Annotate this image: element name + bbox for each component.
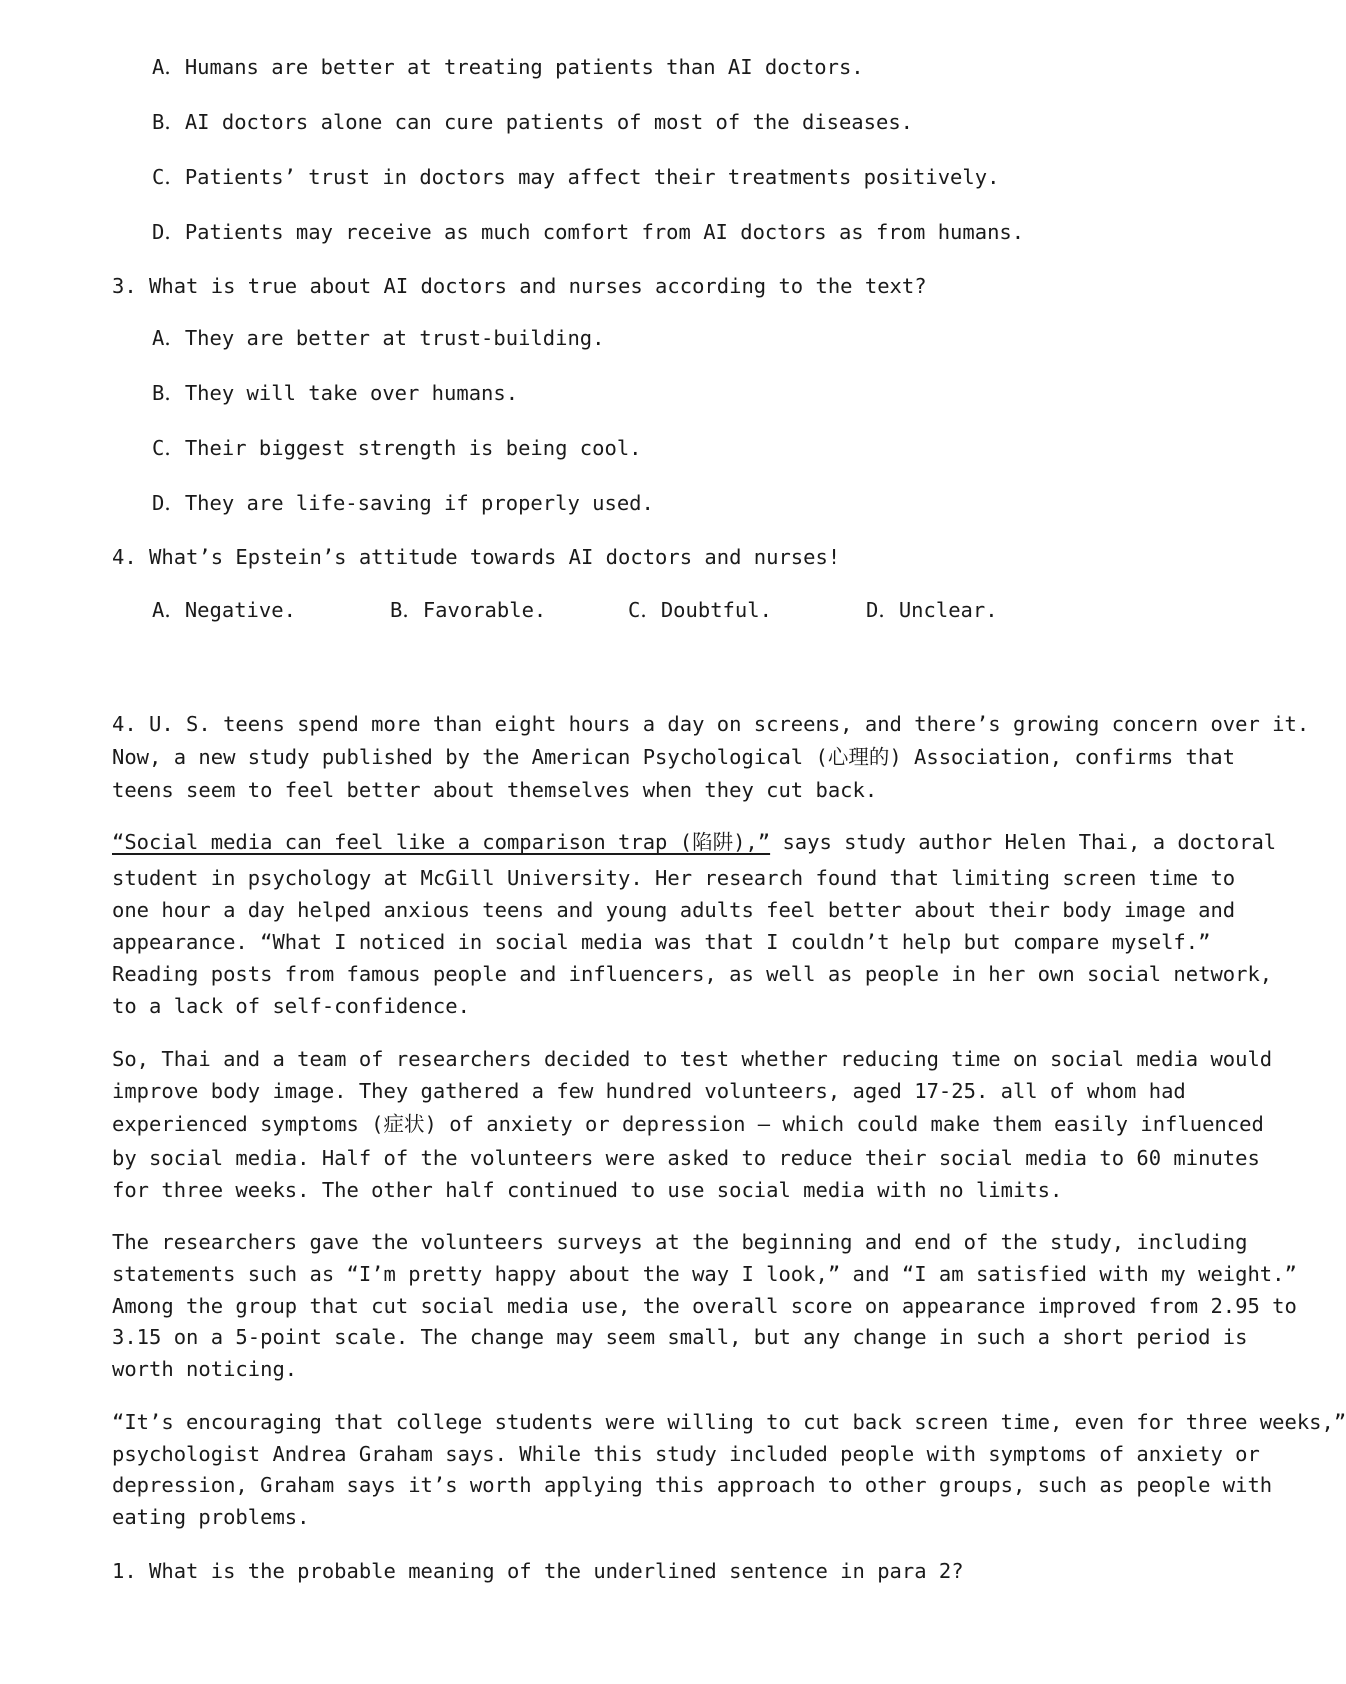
q3-option-a[interactable]: A．They are better at trust-building. [152,326,605,350]
passage-p2-line-6: to a lack of self-confidence. [112,994,470,1018]
passage-p2-line-1 [112,830,1276,854]
followup-question-1: 1. What is the probable meaning of the underlined sentence in para 2? [112,1559,964,1583]
p2-line-1-rest: says study author Helen Thai, a doctoral [770,830,1277,854]
passage-p5-line-2: psychologist Andrea Graham says. While this study included people with symptoms of anxiety or [112,1442,1260,1466]
q3-option-d[interactable]: D．They are life-saving if properly used. [152,491,654,515]
passage-p4-line-2: statements such as “I’m pretty happy about the way I look,” and “I am satisfied with my weight.” [112,1262,1297,1286]
passage-p3-line-2: improve body image. They gathered a few hundred volunteers, aged 17-25. all of whom had [112,1079,1186,1103]
passage-p5-line-4: eating problems. [112,1505,310,1529]
q2-option-d[interactable]: D．Patients may receive as much comfort from AI doctors as from humans. [152,220,1025,244]
q4-option-d[interactable]: D．Unclear. [866,598,998,622]
q3-option-b[interactable]: B．They will take over humans. [152,381,519,405]
q3-question: 3. What is true about AI doctors and nurses according to the text? [112,274,927,298]
passage-p4-line-5: worth noticing. [112,1357,298,1381]
passage-p4-line-3: Among the group that cut social media use, the overall score on appearance improved from 2.95 to [112,1294,1297,1318]
q4-question: 4. What’s Epstein’s attitude towards AI doctors and nurses! [112,545,841,569]
underlined-sentence: “Social media can feel like a comparison trap (陷阱),” [112,830,771,854]
passage-p5-line-1: “It’s encouraging that college students were willing to cut back screen time, even for three weeks,” [112,1410,1346,1434]
q2-option-a[interactable]: A．Humans are better at treating patients than AI doctors. [152,55,864,79]
passage-p2-line-3: one hour a day helped anxious teens and young adults feel better about their body image and [112,898,1236,922]
passage-p3-line-1: So, Thai and a team of researchers decided to test whether reducing time on social media would [112,1047,1273,1071]
passage-p2-line-2: student in psychology at McGill University. Her research found that limiting screen time to [112,866,1236,890]
passage-p2-line-4: appearance. “What I noticed in social media was that I couldn’t help but compare myself.” [112,930,1211,954]
passage-p3-line-5: for three weeks. The other half continued to use social media with no limits. [112,1178,1063,1202]
q4-option-a[interactable]: A．Negative. [152,598,296,622]
passage-p4-line-4: 3.15 on a 5-point scale. The change may seem small, but any change in such a short period is [112,1325,1248,1349]
q2-option-b[interactable]: B．AI doctors alone can cure patients of most of the diseases. [152,110,914,134]
passage-p3-line-3: experienced symptoms (症状) of anxiety or depression — which could make them easily influenced [112,1112,1264,1136]
q3-option-c[interactable]: C．Their biggest strength is being cool. [152,436,642,460]
q4-option-b[interactable]: B．Favorable. [390,598,547,622]
passage-p1-line-2: Now, a new study published by the American Psychological (心理的) Association, confirms that [112,745,1235,769]
passage-p5-line-3: depression, Graham says it’s worth applying this approach to other groups, such as people with [112,1473,1273,1497]
passage-p2-line-5: Reading posts from famous people and influencers, as well as people in her own social network, [112,962,1273,986]
passage-p3-line-4: by social media. Half of the volunteers were asked to reduce their social media to 60 minutes [112,1146,1260,1170]
passage-p1-line-1: 4. U. S. teens spend more than eight hours a day on screens, and there’s growing concern over it. [112,712,1310,736]
q4-option-c[interactable]: C．Doubtful. [628,598,772,622]
passage-p4-line-1: The researchers gave the volunteers surveys at the beginning and end of the study, including [112,1230,1248,1254]
passage-p1-line-3: teens seem to feel better about themselves when they cut back. [112,778,878,802]
q2-option-c[interactable]: C．Patients’ trust in doctors may affect their treatments positively. [152,165,1000,189]
